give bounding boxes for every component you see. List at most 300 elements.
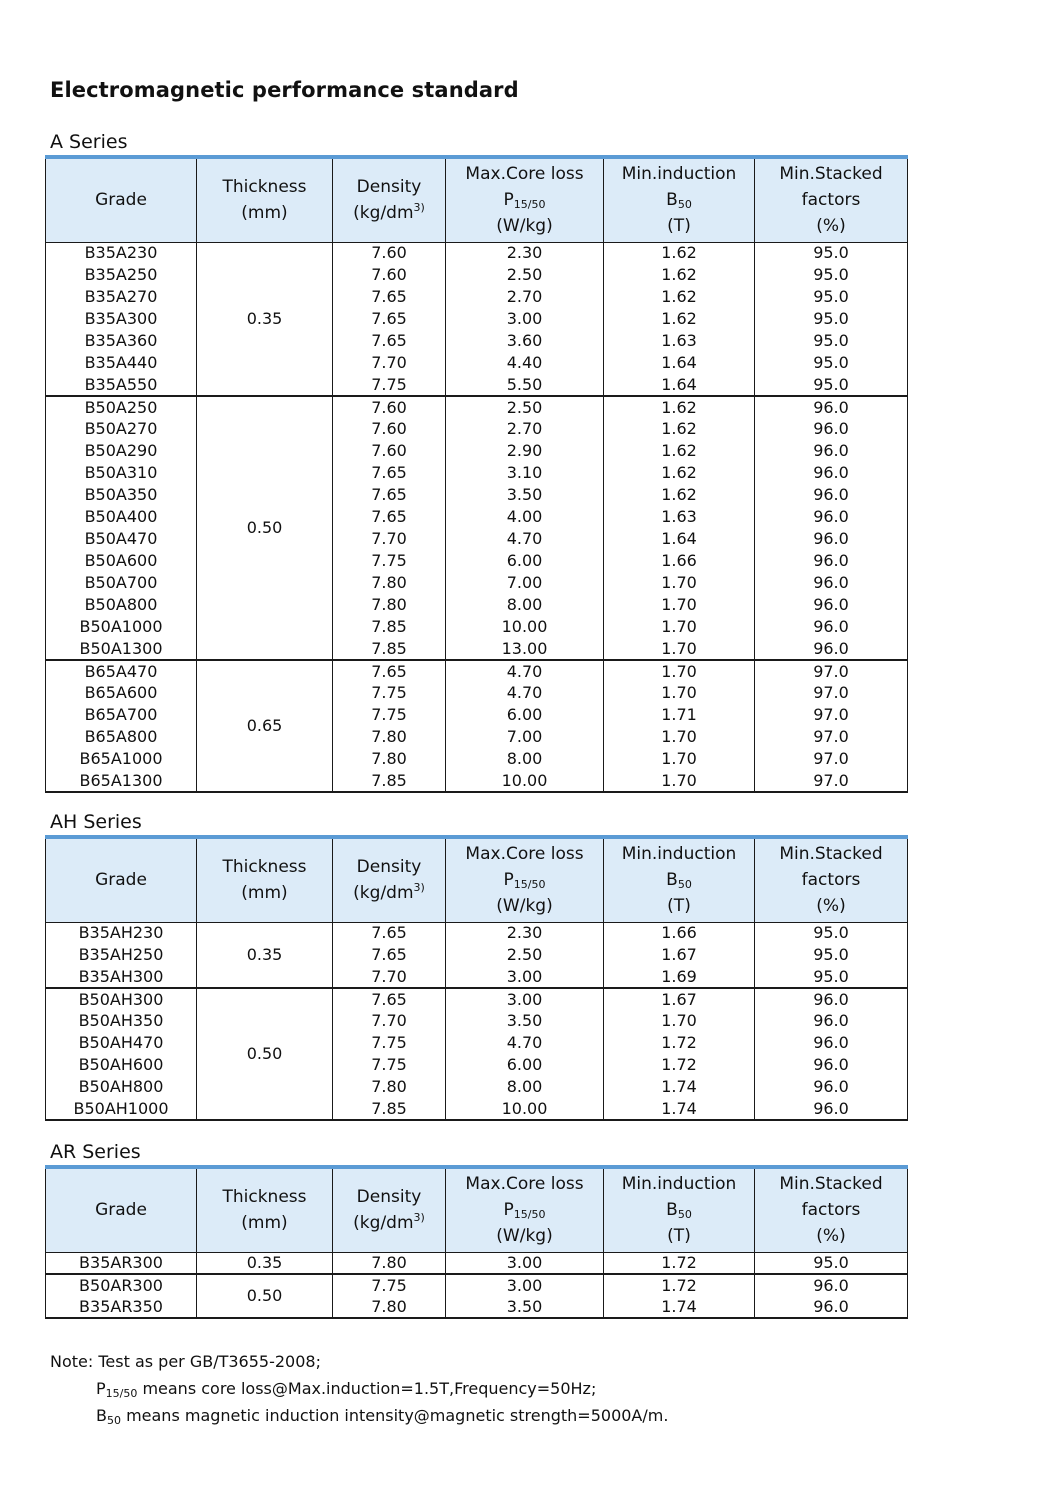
cell-coreloss: 4.70 [446,1032,604,1054]
cell-density: 7.85 [333,638,446,660]
series-ah-label: AH Series [50,811,142,833]
header-induction [604,837,755,922]
header-stacked-label-2: factors [801,870,861,891]
cell-coreloss: 6.00 [446,704,604,726]
cell-induction: 1.62 [604,484,755,506]
header-coreloss-symbol: P [503,870,514,891]
cell-induction: 1.70 [604,682,755,704]
header-thickness-unit: (mm) [241,1213,288,1234]
cell-stacked: 97.0 [755,726,908,748]
header-stacked [755,157,908,242]
cell-induction: 1.70 [604,748,755,770]
cell-coreloss: 4.40 [446,352,604,374]
cell-grade: B35AR300 [46,1252,197,1274]
cell-coreloss: 3.10 [446,462,604,484]
cell-stacked: 96.0 [755,638,908,660]
cell-stacked: 96.0 [755,440,908,462]
cell-induction: 1.62 [604,242,755,264]
cell-coreloss: 3.00 [446,308,604,330]
cell-density: 7.60 [333,440,446,462]
header-density-sup: 3) [413,1211,425,1225]
cell-stacked: 95.0 [755,264,908,286]
table-row [46,726,908,748]
cell-induction: 1.63 [604,330,755,352]
cell-induction: 1.66 [604,922,755,944]
cell-stacked: 96.0 [755,396,908,418]
note-p-text: means core loss@Max.induction=1.5T,Frequency=50Hz; [137,1379,597,1398]
cell-coreloss: 2.90 [446,440,604,462]
header-coreloss-sub: 15/50 [513,1208,546,1222]
header-density [333,1167,446,1252]
a-series-table [45,155,908,793]
cell-stacked: 96.0 [755,1274,908,1296]
cell-density: 7.65 [333,308,446,330]
cell-density: 7.75 [333,1032,446,1054]
cell-induction: 1.63 [604,506,755,528]
header-thickness [197,1167,333,1252]
cell-density: 7.85 [333,1098,446,1120]
cell-grade: B65A470 [46,660,197,682]
header-induction-label: Min.induction [621,844,737,865]
table-row [46,1054,908,1076]
cell-induction: 1.69 [604,966,755,988]
cell-grade: B50A700 [46,572,197,594]
cell-grade: B50A290 [46,440,197,462]
cell-density: 7.80 [333,1296,446,1318]
header-coreloss-label: Max.Core loss [465,164,584,185]
note-b-symbol: B [96,1406,107,1425]
cell-thickness: 0.35 [197,242,333,396]
cell-density: 7.75 [333,1054,446,1076]
cell-grade: B35A550 [46,374,197,396]
header-induction-symbol: B [666,870,678,891]
cell-grade: B50A1300 [46,638,197,660]
table-row [46,966,908,988]
cell-stacked: 95.0 [755,286,908,308]
cell-coreloss: 3.60 [446,330,604,352]
cell-coreloss: 13.00 [446,638,604,660]
cell-stacked: 95.0 [755,330,908,352]
cell-stacked: 95.0 [755,1252,908,1274]
cell-induction: 1.70 [604,770,755,792]
cell-induction: 1.62 [604,396,755,418]
header-density-sup: 3) [413,881,425,895]
cell-induction: 1.62 [604,308,755,330]
header-thickness-unit: (mm) [241,203,288,224]
cell-grade: B50A1000 [46,616,197,638]
header-induction-unit: (T) [667,216,691,237]
header-row [46,837,908,922]
cell-stacked: 96.0 [755,528,908,550]
cell-grade: B35A300 [46,308,197,330]
series-ar-label: AR Series [50,1141,141,1163]
cell-density: 7.80 [333,1076,446,1098]
cell-density: 7.80 [333,572,446,594]
cell-induction: 1.72 [604,1054,755,1076]
header-induction-label: Min.induction [621,1174,737,1195]
header-coreloss-unit: (W/kg) [496,1226,553,1247]
cell-induction: 1.62 [604,462,755,484]
header-row [46,157,908,242]
cell-coreloss: 4.70 [446,660,604,682]
table-row [46,1010,908,1032]
table-row [46,462,908,484]
table-row [46,550,908,572]
cell-grade: B35A250 [46,264,197,286]
cell-coreloss: 3.50 [446,1296,604,1318]
cell-density: 7.65 [333,922,446,944]
table-row [46,770,908,792]
header-stacked-unit: (%) [816,896,846,917]
cell-induction: 1.72 [604,1252,755,1274]
header-induction-sub: 50 [677,1208,692,1222]
cell-grade: B50AH600 [46,1054,197,1076]
cell-stacked: 96.0 [755,1054,908,1076]
cell-induction: 1.64 [604,352,755,374]
cell-density: 7.70 [333,1010,446,1032]
cell-grade: B50A250 [46,396,197,418]
note-p-symbol: P [96,1379,106,1398]
cell-grade: B50A350 [46,484,197,506]
cell-induction: 1.70 [604,638,755,660]
cell-coreloss: 4.70 [446,682,604,704]
header-density-unit: (kg/dm [353,883,414,904]
cell-grade: B50AR300 [46,1274,197,1296]
note-line-2 [50,1375,668,1402]
cell-thickness: 0.50 [197,1274,333,1318]
cell-coreloss: 6.00 [446,1054,604,1076]
cell-grade: B50AH1000 [46,1098,197,1120]
cell-density: 7.75 [333,704,446,726]
table-row [46,1076,908,1098]
table-row [46,506,908,528]
cell-coreloss: 3.50 [446,1010,604,1032]
cell-grade: B50AH350 [46,1010,197,1032]
header-coreloss [446,1167,604,1252]
cell-stacked: 97.0 [755,682,908,704]
cell-stacked: 97.0 [755,770,908,792]
cell-thickness: 0.50 [197,396,333,660]
cell-density: 7.85 [333,616,446,638]
cell-stacked: 96.0 [755,1076,908,1098]
page-title: Electromagnetic performance standard [50,78,519,102]
cell-density: 7.75 [333,682,446,704]
cell-coreloss: 7.00 [446,726,604,748]
header-induction-unit: (T) [667,896,691,917]
cell-grade: B65A800 [46,726,197,748]
table-row [46,572,908,594]
cell-induction: 1.62 [604,440,755,462]
cell-stacked: 96.0 [755,506,908,528]
cell-coreloss: 3.00 [446,988,604,1010]
header-density [333,837,446,922]
cell-induction: 1.74 [604,1098,755,1120]
cell-grade: B35A270 [46,286,197,308]
cell-stacked: 96.0 [755,1296,908,1318]
cell-thickness: 0.50 [197,988,333,1120]
header-induction [604,1167,755,1252]
table-row [46,660,908,682]
cell-grade: B35A360 [46,330,197,352]
cell-grade: B50A600 [46,550,197,572]
cell-stacked: 95.0 [755,352,908,374]
header-coreloss-unit: (W/kg) [496,216,553,237]
header-density-label: Density [356,857,422,878]
table-row [46,264,908,286]
cell-density: 7.60 [333,396,446,418]
cell-grade: B35A230 [46,242,197,264]
cell-induction: 1.70 [604,572,755,594]
cell-coreloss: 3.50 [446,484,604,506]
cell-density: 7.65 [333,988,446,1010]
cell-grade: B35AR350 [46,1296,197,1318]
cell-stacked: 96.0 [755,550,908,572]
cell-induction: 1.64 [604,528,755,550]
cell-density: 7.70 [333,528,446,550]
cell-grade: B65A700 [46,704,197,726]
cell-coreloss: 10.00 [446,1098,604,1120]
cell-coreloss: 5.50 [446,374,604,396]
cell-stacked: 96.0 [755,1098,908,1120]
cell-stacked: 97.0 [755,704,908,726]
header-stacked-label-2: factors [801,1200,861,1221]
cell-coreloss: 3.00 [446,1252,604,1274]
cell-stacked: 95.0 [755,242,908,264]
table-row [46,944,908,966]
header-thickness [197,157,333,242]
table-row [46,988,908,1010]
header-grade: Grade [46,157,197,242]
cell-density: 7.80 [333,726,446,748]
header-density-sup: 3) [413,201,425,215]
cell-density: 7.65 [333,944,446,966]
cell-grade: B35AH300 [46,966,197,988]
cell-density: 7.60 [333,418,446,440]
cell-coreloss: 2.30 [446,922,604,944]
cell-stacked: 96.0 [755,988,908,1010]
header-induction-sub: 50 [677,878,692,892]
header-coreloss-symbol: P [503,1200,514,1221]
header-thickness-label: Thickness [222,177,307,198]
cell-grade: B50AH300 [46,988,197,1010]
cell-density: 7.60 [333,264,446,286]
cell-density: 7.75 [333,1274,446,1296]
cell-grade: B50AH470 [46,1032,197,1054]
cell-coreloss: 2.50 [446,944,604,966]
table-row [46,528,908,550]
header-stacked [755,837,908,922]
cell-coreloss: 10.00 [446,616,604,638]
header-density [333,157,446,242]
cell-stacked: 95.0 [755,374,908,396]
cell-coreloss: 3.00 [446,1274,604,1296]
cell-grade: B50A800 [46,594,197,616]
ar-series-table [45,1165,908,1319]
header-coreloss-unit: (W/kg) [496,896,553,917]
table-row [46,1252,908,1274]
cell-density: 7.70 [333,352,446,374]
cell-density: 7.70 [333,966,446,988]
table-row [46,638,908,660]
table-row [46,308,908,330]
cell-coreloss: 8.00 [446,748,604,770]
cell-induction: 1.67 [604,944,755,966]
cell-thickness: 0.35 [197,1252,333,1274]
cell-density: 7.75 [333,374,446,396]
header-thickness-label: Thickness [222,857,307,878]
table-row [46,374,908,396]
cell-thickness: 0.35 [197,922,333,988]
header-stacked-label-2: factors [801,190,861,211]
cell-density: 7.65 [333,484,446,506]
header-coreloss-sub: 15/50 [513,878,546,892]
note-b-subscript: 50 [106,1414,121,1427]
header-induction-label: Min.induction [621,164,737,185]
cell-induction: 1.71 [604,704,755,726]
series-a-label: A Series [50,131,128,153]
cell-grade: B50A270 [46,418,197,440]
cell-coreloss: 6.00 [446,550,604,572]
cell-stacked: 96.0 [755,418,908,440]
cell-stacked: 96.0 [755,572,908,594]
cell-density: 7.60 [333,242,446,264]
header-density-unit: (kg/dm [353,203,414,224]
cell-stacked: 96.0 [755,594,908,616]
cell-density: 7.65 [333,660,446,682]
table-row [46,748,908,770]
table-row [46,1098,908,1120]
cell-grade: B50AH800 [46,1076,197,1098]
cell-induction: 1.66 [604,550,755,572]
header-stacked-label: Min.Stacked [779,164,883,185]
table-row [46,352,908,374]
header-stacked-label: Min.Stacked [779,844,883,865]
header-grade: Grade [46,1167,197,1252]
header-thickness [197,837,333,922]
cell-coreloss: 10.00 [446,770,604,792]
notes [50,1348,668,1429]
note-b-text: means magnetic induction intensity@magnetic strength=5000A/m. [120,1406,669,1425]
header-induction-symbol: B [666,1200,678,1221]
cell-coreloss: 2.50 [446,264,604,286]
cell-stacked: 97.0 [755,748,908,770]
cell-grade: B50A400 [46,506,197,528]
cell-induction: 1.70 [604,616,755,638]
table-row [46,440,908,462]
header-coreloss [446,837,604,922]
cell-coreloss: 8.00 [446,594,604,616]
table-row [46,484,908,506]
cell-stacked: 95.0 [755,966,908,988]
cell-coreloss: 2.30 [446,242,604,264]
cell-coreloss: 2.70 [446,418,604,440]
cell-coreloss: 8.00 [446,1076,604,1098]
header-density-unit: (kg/dm [353,1213,414,1234]
cell-coreloss: 2.70 [446,286,604,308]
table-row [46,682,908,704]
header-thickness-label: Thickness [222,1187,307,1208]
cell-stacked: 96.0 [755,1032,908,1054]
cell-stacked: 96.0 [755,462,908,484]
header-coreloss-sub: 15/50 [513,198,546,212]
cell-induction: 1.70 [604,726,755,748]
table-row [46,330,908,352]
cell-induction: 1.62 [604,264,755,286]
table-row [46,1296,908,1318]
header-induction [604,157,755,242]
cell-stacked: 96.0 [755,484,908,506]
cell-density: 7.80 [333,594,446,616]
header-coreloss-symbol: P [503,190,514,211]
table-row [46,594,908,616]
header-stacked-unit: (%) [816,1226,846,1247]
cell-induction: 1.64 [604,374,755,396]
cell-coreloss: 4.70 [446,528,604,550]
table-row [46,418,908,440]
cell-stacked: 95.0 [755,308,908,330]
cell-grade: B65A600 [46,682,197,704]
cell-stacked: 95.0 [755,922,908,944]
cell-induction: 1.62 [604,418,755,440]
header-grade: Grade [46,837,197,922]
cell-grade: B50A310 [46,462,197,484]
table-row [46,396,908,418]
cell-density: 7.75 [333,550,446,572]
header-coreloss-label: Max.Core loss [465,1174,584,1195]
cell-induction: 1.70 [604,594,755,616]
cell-induction: 1.62 [604,286,755,308]
cell-coreloss: 4.00 [446,506,604,528]
cell-induction: 1.67 [604,988,755,1010]
ah-series-table [45,835,908,1121]
table-row [46,616,908,638]
cell-density: 7.80 [333,748,446,770]
cell-induction: 1.72 [604,1274,755,1296]
header-density-label: Density [356,177,422,198]
table-row [46,286,908,308]
cell-stacked: 97.0 [755,660,908,682]
header-stacked-unit: (%) [816,216,846,237]
cell-grade: B35AH230 [46,922,197,944]
cell-density: 7.65 [333,462,446,484]
cell-induction: 1.74 [604,1076,755,1098]
note-line-3 [50,1402,668,1429]
cell-stacked: 96.0 [755,1010,908,1032]
cell-grade: B65A1000 [46,748,197,770]
header-induction-symbol: B [666,190,678,211]
header-stacked-label: Min.Stacked [779,1174,883,1195]
header-stacked [755,1167,908,1252]
header-density-label: Density [356,1187,422,1208]
cell-induction: 1.70 [604,660,755,682]
note-line-1: Note: Test as per GB/T3655-2008; [50,1352,321,1371]
cell-induction: 1.72 [604,1032,755,1054]
header-coreloss [446,157,604,242]
cell-density: 7.80 [333,1252,446,1274]
table-row [46,1032,908,1054]
cell-coreloss: 3.00 [446,966,604,988]
cell-stacked: 95.0 [755,944,908,966]
cell-stacked: 96.0 [755,616,908,638]
cell-density: 7.65 [333,286,446,308]
cell-density: 7.85 [333,770,446,792]
cell-grade: B35A440 [46,352,197,374]
cell-grade: B35AH250 [46,944,197,966]
note-p-subscript: 15/50 [105,1387,138,1400]
cell-thickness: 0.65 [197,660,333,792]
header-coreloss-label: Max.Core loss [465,844,584,865]
cell-density: 7.65 [333,330,446,352]
